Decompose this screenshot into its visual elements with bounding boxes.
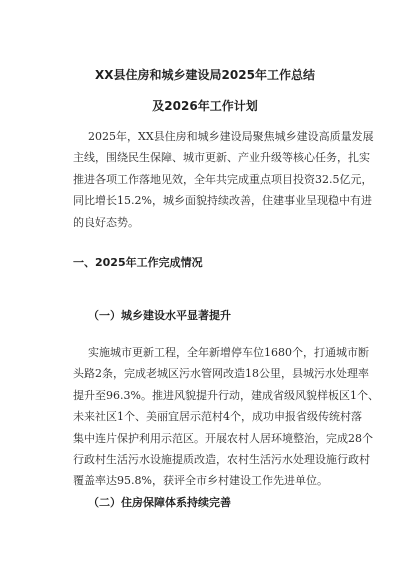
subsection-1-line-6: 行政村生活污水设施提质改造，农村生活污水处理设施行政村 (73, 452, 370, 466)
document-title-line-1: XX县住房和城乡建设局2025年工作总结 (95, 68, 315, 82)
intro-paragraph (73, 126, 374, 233)
subsection-1-line-7: 覆盖率达95.8%，获评全市乡村建设工作先进单位。 (73, 474, 328, 488)
subsection-2-heading: （二）住房保障体系持续完善 (88, 496, 231, 509)
subsection-1-heading: （一）城乡建设水平显著提升 (88, 309, 231, 322)
subsection-1-line-1: 实施城市更新工程，全年新增停车位1680个，打通城市断 (88, 346, 369, 359)
intro-line-2: 主线，围绕民生保障、城市更新、产业升级等核心任务，扎实 (73, 151, 370, 165)
subsection-1-paragraph (73, 342, 379, 492)
intro-line-1: 2025年，XX县住房和城乡建设局聚焦城乡建设高质量发展 (88, 130, 374, 143)
subsection-1-line-4: 未来社区1个、美丽宜居示范村4个，成功申报省级传统村落 (73, 410, 362, 424)
intro-line-4: 同比增长15.2%，城乡面貌持续改善，住建事业呈现稳中有进 (73, 194, 372, 208)
intro-line-5: 的良好态势。 (73, 215, 139, 229)
subsection-1-line-3: 提升至96.3%。推进风貌提升行动，建成省级风貌样板区1个、 (73, 388, 379, 402)
intro-line-3: 推进各项工作落地见效，全年共完成重点项目投资32.5亿元， (73, 172, 373, 186)
section-1-heading: 一、2025年工作完成情况 (73, 256, 203, 269)
subsection-1-line-5: 集中连片保护利用示范区。开展农村人居环境整治，完成28个 (73, 431, 373, 445)
document-title-line-2: 及2026年工作计划 (152, 99, 258, 113)
subsection-1-line-2: 头路2条，完成老城区污水管网改造18公里，县城污水处理率 (73, 367, 369, 381)
